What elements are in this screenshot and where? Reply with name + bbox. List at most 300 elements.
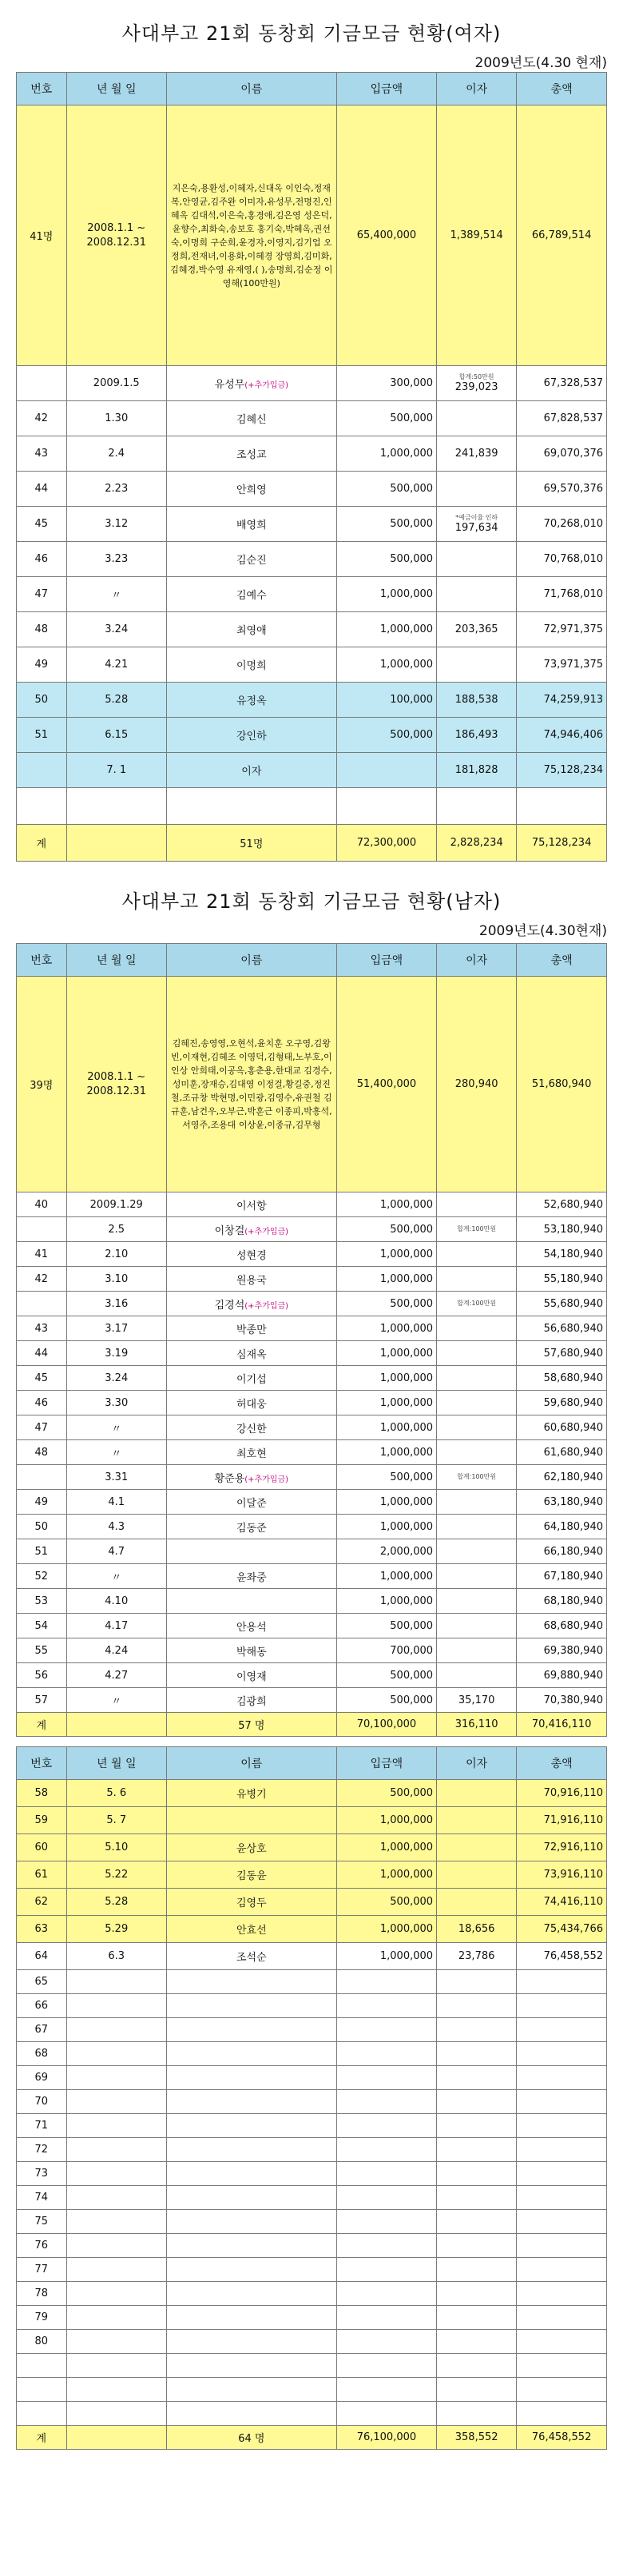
row-total: 76,458,552 [517,1943,607,1970]
row-amount: 1,000,000 [336,1943,436,1970]
empty-cell [437,2066,517,2090]
row-no: 47 [17,577,67,612]
empty-cell [336,2330,436,2354]
interest-value: 18,656 [458,1923,495,1935]
table-row [17,1688,607,1713]
row-no: 54 [17,1614,67,1638]
interest-note: 합계:100만원 [457,1473,497,1480]
row-total: 52,680,940 [517,1192,607,1217]
donor-name: 이기섭 [236,1373,267,1386]
row-no: 67 [17,2018,67,2042]
additional-deposit-note: (+추가입금) [244,381,289,390]
row-date: 5.28 [66,683,166,718]
row-total: 66,789,514 [517,106,607,366]
row-amount: 65,400,000 [336,106,436,366]
empty-cell [66,2138,166,2162]
row-total: 73,916,110 [517,1861,607,1889]
row-no: 70 [17,2090,67,2114]
row-interest [437,1292,517,1316]
row-amount: 1,000,000 [336,1515,436,1539]
row-date: 3.24 [66,1366,166,1391]
row-no [17,2378,67,2402]
row-amount: 500,000 [336,542,436,577]
row-amount: 1,000,000 [336,1589,436,1614]
table-row [17,1943,607,1970]
row-name [166,1242,336,1267]
table-row [17,1807,607,1834]
row-interest [437,1267,517,1292]
row-date: 3.24 [66,612,166,647]
donor-name: 유병기 [236,1789,267,1801]
donor-name: 배영희 [236,520,267,532]
page-title-women: 사대부고 21회 동창회 기금모금 현황(여자) [121,22,502,45]
row-name [166,1415,336,1440]
row-no: 73 [17,2162,67,2186]
donor-name: 김동윤 [236,1870,267,1882]
table-row [17,366,607,401]
empty-table-row [17,2162,607,2186]
table-row [17,1589,607,1614]
donor-name: 이영재 [236,1670,267,1683]
row-date: 5.29 [66,1916,166,1943]
row-amount: 500,000 [336,718,436,753]
row-total: 54,180,940 [517,1242,607,1267]
row-no: 47 [17,1415,67,1440]
sum-amount: 76,100,000 [336,2426,436,2450]
additional-deposit-note: (+추가입금) [244,1475,289,1484]
row-name [166,472,336,507]
row-total: 60,680,940 [517,1415,607,1440]
row-name [166,366,336,401]
table-row [17,647,607,683]
row-no: 49 [17,1490,67,1515]
table-row [17,1889,607,1916]
row-amount: 500,000 [336,1663,436,1688]
empty-cell [517,2042,607,2066]
row-no: 41명 [17,106,67,366]
donor-names-list: 지은숙,용환성,이혜자,신대옥 이인숙,정재복,안영균,김주완 이미자,유성무,전명진,인혜옥 김대석,이은숙,홍경애,김은영 성은덕,윤향수,최화숙,송보호 홍기숙,박혜옥,권선숙,이명희 구순희,윤경자,이영지,김기업 오정희,전재녀,이용화,이혜경 장영희,김미화,김혜경,박수영 유재영,( ),송명희,김순정 이영해(100만원) [166,106,336,366]
row-name [166,1889,336,1916]
row-interest [437,472,517,507]
row-name [166,1192,336,1217]
table-row [17,1242,607,1267]
row-interest [437,1589,517,1614]
row-no: 55 [17,1638,67,1663]
donor-name: 이달준 [236,1497,267,1510]
donor-name: 유정옥 [236,695,267,707]
row-amount: 1,000,000 [336,1316,436,1341]
table-row [17,472,607,507]
row-name [166,1943,336,1970]
row-interest: 280,940 [437,977,517,1192]
donor-name: 유성무 [214,379,245,391]
table-row [17,1217,607,1242]
row-total: 68,180,940 [517,1589,607,1614]
empty-table-row [17,2114,607,2138]
empty-cell [437,2138,517,2162]
table-row [17,1564,607,1589]
row-amount: 500,000 [336,1465,436,1490]
empty-cell [166,2354,336,2378]
row-total: 74,946,406 [517,718,607,753]
interest-value: 186,493 [454,729,498,741]
row-amount: 500,000 [336,1889,436,1916]
header-interest: 이자 [437,73,517,106]
row-name [166,1391,336,1415]
row-no: 60 [17,1834,67,1861]
empty-cell [437,2282,517,2306]
table-row [17,683,607,718]
row-name [166,1316,336,1341]
empty-cell [336,2090,436,2114]
table-row [17,1391,607,1415]
sum-label: 계 [17,1713,67,1737]
row-total: 58,680,940 [517,1366,607,1391]
empty-cell [437,2354,517,2378]
header-total: 총액 [517,1747,607,1780]
header-date: 년 월 일 [66,73,166,106]
empty-cell [166,2186,336,2210]
row-no: 61 [17,1861,67,1889]
row-name [166,1366,336,1391]
empty-cell [66,2210,166,2234]
row-date: 2009.1.5 [66,366,166,401]
empty-cell [336,1994,436,2018]
row-name [166,1916,336,1943]
row-no: 44 [17,1341,67,1366]
empty-cell [336,2042,436,2066]
row-date: 6.15 [66,718,166,753]
row-date: 3.10 [66,1267,166,1292]
row-date: 4.7 [66,1539,166,1564]
empty-table-row [17,2258,607,2282]
table-row-sum [17,1713,607,1737]
empty-cell [336,2066,436,2090]
row-amount: 1,000,000 [336,1834,436,1861]
row-date: 〃 [66,1440,166,1465]
row-total: 72,971,375 [517,612,607,647]
sum-amount: 72,300,000 [336,825,436,862]
donor-name: 심재옥 [236,1348,267,1361]
row-name [166,1465,336,1490]
donor-name: 김동준 [236,1522,267,1535]
empty-cell [166,2210,336,2234]
row-date: 2.23 [66,472,166,507]
row-date: 2.10 [66,1242,166,1267]
empty-cell [437,2186,517,2210]
table-row [17,1366,607,1391]
row-amount: 1,000,000 [336,1490,436,1515]
sum-label: 계 [17,2426,67,2450]
row-no: 42 [17,401,67,436]
empty-cell [166,2330,336,2354]
table-row [17,507,607,542]
header-name: 이름 [166,73,336,106]
row-name [166,401,336,436]
row-interest [437,1539,517,1564]
donor-name: 윤상호 [236,1843,267,1855]
row-name [166,1515,336,1539]
row-date: 4.3 [66,1515,166,1539]
empty-cell [66,2234,166,2258]
row-date: 2008.1.1 ~ 2008.12.31 [66,977,166,1192]
empty-cell [336,2258,436,2282]
row-no: 65 [17,1970,67,1994]
row-no: 44 [17,472,67,507]
header-interest: 이자 [437,1747,517,1780]
table-header-row [17,944,607,977]
row-name [166,1614,336,1638]
row-name [166,436,336,472]
header-no: 번호 [17,944,67,977]
continuation-fund-table [16,1746,607,2450]
empty-cell [517,2402,607,2426]
subtitle-men: 2009년도(4.30현재) [478,923,607,939]
empty-table-row [17,2090,607,2114]
row-interest [437,1217,517,1242]
row-total: 57,680,940 [517,1341,607,1366]
row-name [166,1638,336,1663]
empty-cell [166,2042,336,2066]
empty-table-row [17,2018,607,2042]
empty-cell [166,2282,336,2306]
empty-table-row [17,1970,607,1994]
row-no: 75 [17,2210,67,2234]
row-no: 58 [17,1780,67,1807]
donor-name: 이명희 [236,660,267,672]
row-interest [437,1564,517,1589]
table-row [17,1341,607,1366]
row-interest [437,1440,517,1465]
additional-deposit-note: (+추가입금) [244,1227,289,1236]
row-interest [437,753,517,788]
donor-name: 윤좌중 [236,1571,267,1584]
interest-value: 197,634 [454,522,498,534]
row-name [166,612,336,647]
table-row [17,718,607,753]
donor-name: 안용석 [236,1621,267,1634]
donor-name: 허대웅 [236,1398,267,1411]
row-no: 46 [17,1391,67,1415]
row-no: 80 [17,2330,67,2354]
row-date: 4.10 [66,1589,166,1614]
row-interest [437,1242,517,1267]
empty-cell [437,1970,517,1994]
row-no [17,1292,67,1316]
row-no: 39명 [17,977,67,1192]
row-amount: 1,000,000 [336,1267,436,1292]
row-no: 78 [17,2282,67,2306]
row-amount: 1,000,000 [336,1440,436,1465]
row-interest [437,1391,517,1415]
header-amount: 입금액 [336,944,436,977]
row-date: 4.27 [66,1663,166,1688]
empty-cell [166,2306,336,2330]
row-amount: 1,000,000 [336,612,436,647]
empty-table-row [17,2234,607,2258]
row-amount: 500,000 [336,1614,436,1638]
donor-name: 강신한 [236,1423,267,1435]
row-amount: 500,000 [336,1688,436,1713]
empty-table-row [17,2306,607,2330]
table-row-sum [17,2426,607,2450]
row-amount: 1,000,000 [336,1916,436,1943]
empty-cell [166,2162,336,2186]
empty-cell [336,2282,436,2306]
row-no: 45 [17,507,67,542]
row-interest [437,1688,517,1713]
table-row-empty [17,788,607,825]
empty-cell [66,2042,166,2066]
row-amount [336,753,436,788]
donor-name: 박해동 [236,1646,267,1658]
empty-cell [517,2018,607,2042]
table-row [17,1834,607,1861]
row-interest [437,1916,517,1943]
row-interest [437,1316,517,1341]
row-amount: 1,000,000 [336,1391,436,1415]
row-amount: 51,400,000 [336,977,436,1192]
donor-name: 이서항 [236,1200,267,1212]
row-name [166,507,336,542]
header-date: 년 월 일 [66,1747,166,1780]
row-amount: 1,000,000 [336,436,436,472]
empty-cell [66,2354,166,2378]
row-no: 43 [17,1316,67,1341]
row-date: 2.5 [66,1217,166,1242]
row-amount: 1,000,000 [336,1242,436,1267]
row-name [166,683,336,718]
empty-cell [66,1994,166,2018]
row-amount: 300,000 [336,366,436,401]
row-total: 70,380,940 [517,1688,607,1713]
row-total: 51,680,940 [517,977,607,1192]
empty-table-row [17,2330,607,2354]
sum-count: 51명 [166,825,336,862]
empty-cell [517,2210,607,2234]
table-row [17,1490,607,1515]
table-row-2008-summary [17,977,607,1192]
empty-cell [66,2258,166,2282]
row-interest [437,577,517,612]
donor-name: 박종만 [236,1324,267,1336]
row-no [17,753,67,788]
row-amount: 500,000 [336,401,436,436]
row-interest [437,612,517,647]
row-no: 46 [17,542,67,577]
empty-table-row [17,2042,607,2066]
empty-cell [437,2378,517,2402]
row-no: 57 [17,1688,67,1713]
row-interest [437,1415,517,1440]
table-row [17,1663,607,1688]
interest-value: 35,170 [458,1694,495,1706]
row-no [17,2354,67,2378]
row-name [166,1807,336,1834]
empty-cell [66,2186,166,2210]
row-no: 48 [17,612,67,647]
row-interest [437,1490,517,1515]
empty-cell [336,2114,436,2138]
header-name: 이름 [166,1747,336,1780]
row-total: 70,768,010 [517,542,607,577]
table-row [17,1465,607,1490]
row-no: 50 [17,1515,67,1539]
row-date: 3.12 [66,507,166,542]
row-amount: 1,000,000 [336,1807,436,1834]
empty-table-row [17,2186,607,2210]
empty-table-row [17,2210,607,2234]
header-date: 년 월 일 [66,944,166,977]
row-total: 71,916,110 [517,1807,607,1834]
row-amount: 500,000 [336,472,436,507]
row-date: 3.16 [66,1292,166,1316]
row-total: 55,180,940 [517,1267,607,1292]
interest-value: 23,786 [458,1950,495,1962]
empty-table-row [17,2402,607,2426]
row-total: 71,768,010 [517,577,607,612]
empty-cell [166,2138,336,2162]
donor-name: 김광희 [236,1695,267,1708]
table-row [17,1614,607,1638]
row-date: 5. 6 [66,1780,166,1807]
row-name [166,647,336,683]
row-no: 72 [17,2138,67,2162]
empty-table-row [17,2066,607,2090]
row-date: 4.17 [66,1614,166,1638]
header-name: 이름 [166,944,336,977]
table-row [17,542,607,577]
row-amount: 1,000,000 [336,647,436,683]
header-no: 번호 [17,73,67,106]
row-name [166,1292,336,1316]
empty-cell [517,2162,607,2186]
interest-note: 합계:50만원 [458,373,494,380]
row-no: 59 [17,1807,67,1834]
header-amount: 입금액 [336,73,436,106]
row-date: 3.19 [66,1341,166,1366]
empty-cell [336,2138,436,2162]
row-interest [437,1807,517,1834]
row-no: 40 [17,1192,67,1217]
donor-names-list: 김혜진,송영영,오현석,윤치훈 오구영,김왕빈,이재현,김혜조 이영덕,김형태,노부호,이인상 안희태,이공옥,홍춘용,한대교 김경수,성미훈,장재승,김대영 이정걸,황길중,정진철,조규창 박현명,이민광,김영수,유권철 김규훈,남건우,오부근,박훈근 이종피,박흥석,서영주,조용대 이상윤,이종규,김무형 [166,977,336,1192]
row-total: 72,916,110 [517,1834,607,1861]
row-interest [437,1192,517,1217]
row-interest [437,1614,517,1638]
row-no: 68 [17,2042,67,2066]
donor-name: 성현경 [236,1249,267,1262]
interest-value: 188,538 [454,694,498,706]
empty-cell [517,2330,607,2354]
row-total: 69,570,376 [517,472,607,507]
row-name [166,753,336,788]
empty-cell [517,2354,607,2378]
row-no: 56 [17,1663,67,1688]
row-date: 3.23 [66,542,166,577]
sum-interest: 2,828,234 [437,825,517,862]
row-total: 67,828,537 [517,401,607,436]
row-name [166,1663,336,1688]
row-amount: 1,000,000 [336,1564,436,1589]
row-total: 61,680,940 [517,1440,607,1465]
interest-note: 합계:100만원 [457,1225,497,1232]
empty-cell [336,1970,436,1994]
row-interest [437,507,517,542]
row-no [17,366,67,401]
row-interest [437,1861,517,1889]
empty-cell [166,2018,336,2042]
row-amount: 1,000,000 [336,1366,436,1391]
